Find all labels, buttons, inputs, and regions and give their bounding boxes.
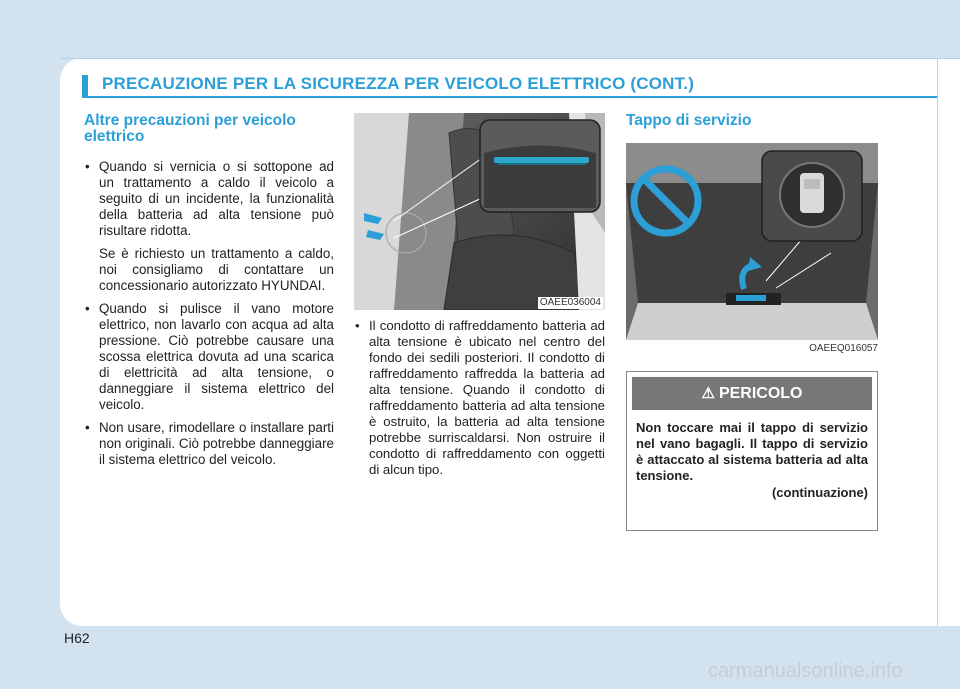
danger-box	[626, 371, 878, 531]
figure-code: OAEE036004	[539, 297, 601, 308]
page-right-rule	[937, 58, 938, 626]
danger-body	[636, 420, 868, 501]
subsection-title: Tappo di servizio	[626, 112, 752, 129]
sub-paragraph: Se è richiesto un trattamento a caldo, noi consigliamo di contattare un concessionario autorizzato HYUNDAI.	[99, 246, 334, 293]
bullet-marker: •	[85, 301, 90, 316]
watermark: carmanualsonline.info	[708, 660, 903, 682]
column-right	[626, 113, 878, 531]
trunk-figure	[626, 143, 878, 340]
cooling-duct-list	[354, 318, 605, 478]
page-top-rule	[60, 58, 960, 59]
column-middle	[354, 113, 605, 485]
list-item-text: Quando si pulisce il vano motore elettrico, non lavarlo con acqua ad alta pressione. Ciò potrebbe causare una scossa elettrica dovuta ad una scarica di elettricità ad alta tensione, o danneggiare il sistema elettrico del veicolo.	[99, 301, 334, 412]
header-underline	[82, 96, 937, 98]
subsection-title: Altre precauzioni per veicolo elettrico	[84, 112, 296, 145]
column-left	[84, 113, 334, 475]
precautions-list	[84, 159, 334, 239]
danger-text: Non toccare mai il tappo di servizio nel vano bagagli. Il tappo di servizio è attaccato al sistema batteria ad alta tensione.	[636, 420, 868, 483]
warning-triangle-icon: ⚠	[701, 385, 715, 402]
list-item-text: Non usare, rimodellare o installare parti non originali. Ciò potrebbe danneggiare il sistema elettrico del veicolo.	[99, 420, 334, 467]
list-item	[84, 301, 334, 413]
list-item-text: Quando si vernicia o si sottopone ad un trattamento a caldo il veicolo a seguito di un incidente, la funzionalità della batteria ad alta tensione può risultare ridotta.	[99, 159, 334, 238]
danger-header	[632, 377, 872, 410]
precautions-list-cont	[84, 301, 334, 468]
bullet-marker: •	[85, 420, 90, 435]
page-number: H62	[64, 630, 90, 646]
rear-seat-illustration	[354, 113, 605, 310]
rear-seat-figure	[354, 113, 605, 310]
figure-code: OAEEQ016057	[809, 343, 878, 354]
list-item-text: Il condotto di raffreddamento batteria ad alta tensione è ubicato nel centro del fondo dei sedili posteriori. Il condotto di raffreddamento raffredda la batteria ad alta tensione. Quando il condotto di raffreddamento batteria ad alta tensione è ostruito, la batteria ad alta tensione potrebbe surriscaldarsi. Non ostruire il condotto di raffreddamento con oggetti di alcun tipo.	[369, 318, 605, 477]
danger-title: PERICOLO	[718, 385, 803, 402]
list-item	[84, 159, 334, 239]
bullet-marker: •	[85, 159, 90, 174]
list-item	[354, 318, 605, 478]
continued-label: (continuazione)	[771, 485, 868, 500]
section-header-title: PRECAUZIONE PER LA SICUREZZA PER VEICOLO ELETTRICO (CONT.)	[102, 74, 695, 93]
list-item	[84, 420, 334, 468]
bullet-marker: •	[355, 318, 360, 333]
header-accent-bar	[82, 75, 88, 97]
trunk-illustration	[626, 143, 878, 340]
